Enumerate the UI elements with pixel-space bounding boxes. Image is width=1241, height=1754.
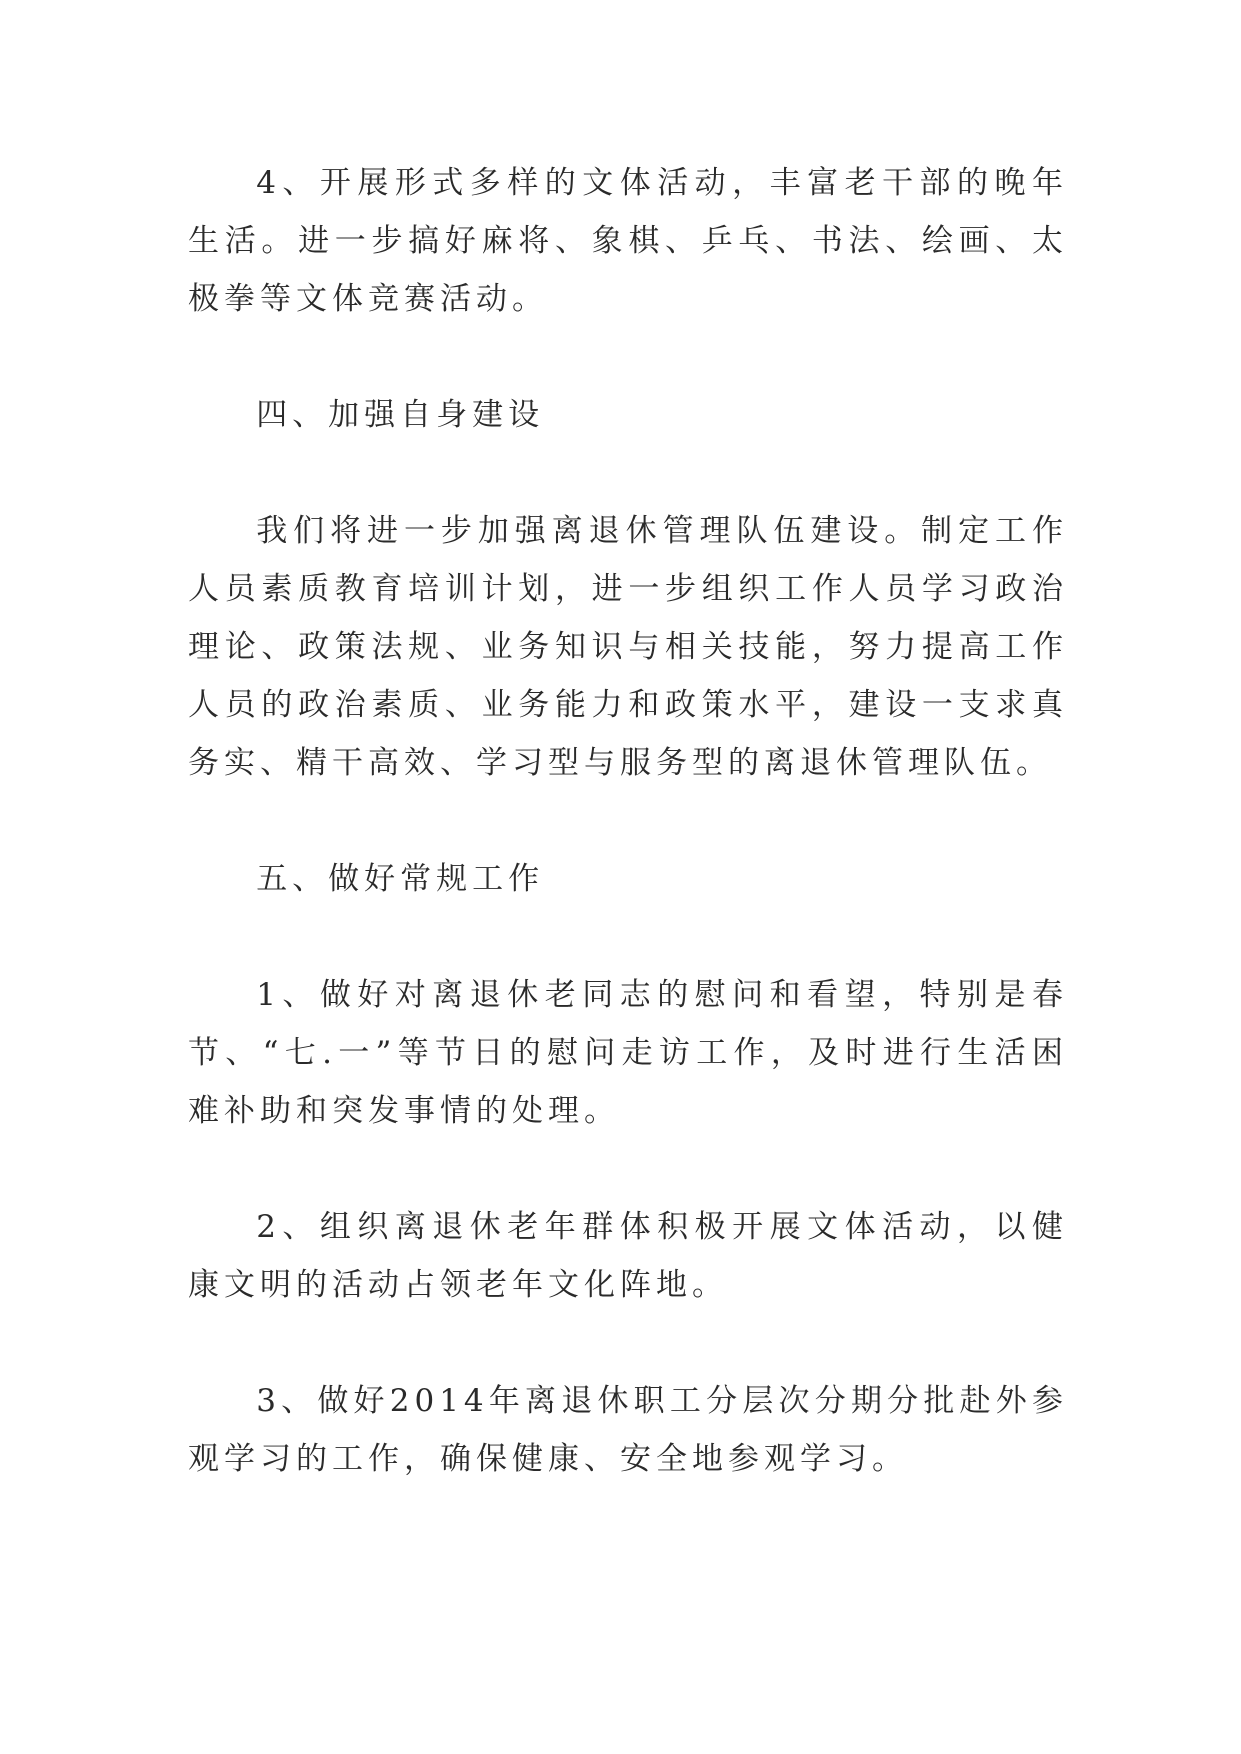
document-body (188, 154, 1068, 1488)
paragraph-routine-2: 2、组织离退休老年群体积极开展文体活动，以健康文明的活动占领老年文化阵地。 (188, 1209, 1068, 1303)
section-heading-self-building: 四、加强自身建设 (256, 397, 545, 433)
paragraph-item-4: 4、开展形式多样的文体活动，丰富老干部的晚年生活。进一步搞好麻将、象棋、乒乓、书法、绘画、太极拳等文体竞赛活动。 (188, 165, 1068, 317)
paragraph-self-building: 我们将进一步加强离退休管理队伍建设。制定工作人员素质教育培训计划，进一步组织工作人员学习政治理论、政策法规、业务知识与相关技能，努力提高工作人员的政治素质、业务能力和政策水平，建设一支求真务实、精干高效、学习型与服务型的离退休管理队伍。 (188, 513, 1068, 781)
paragraph-routine-1: 1、做好对离退休老同志的慰问和看望，特别是春节、“七.一”等节日的慰问走访工作，及时进行生活困难补助和突发事情的处理。 (188, 977, 1068, 1129)
section-heading-routine-work: 五、做好常规工作 (256, 861, 545, 897)
paragraph-routine-3: 3、做好2014年离退休职工分层次分期分批赴外参观学习的工作，确保健康、安全地参观学习。 (188, 1383, 1068, 1477)
